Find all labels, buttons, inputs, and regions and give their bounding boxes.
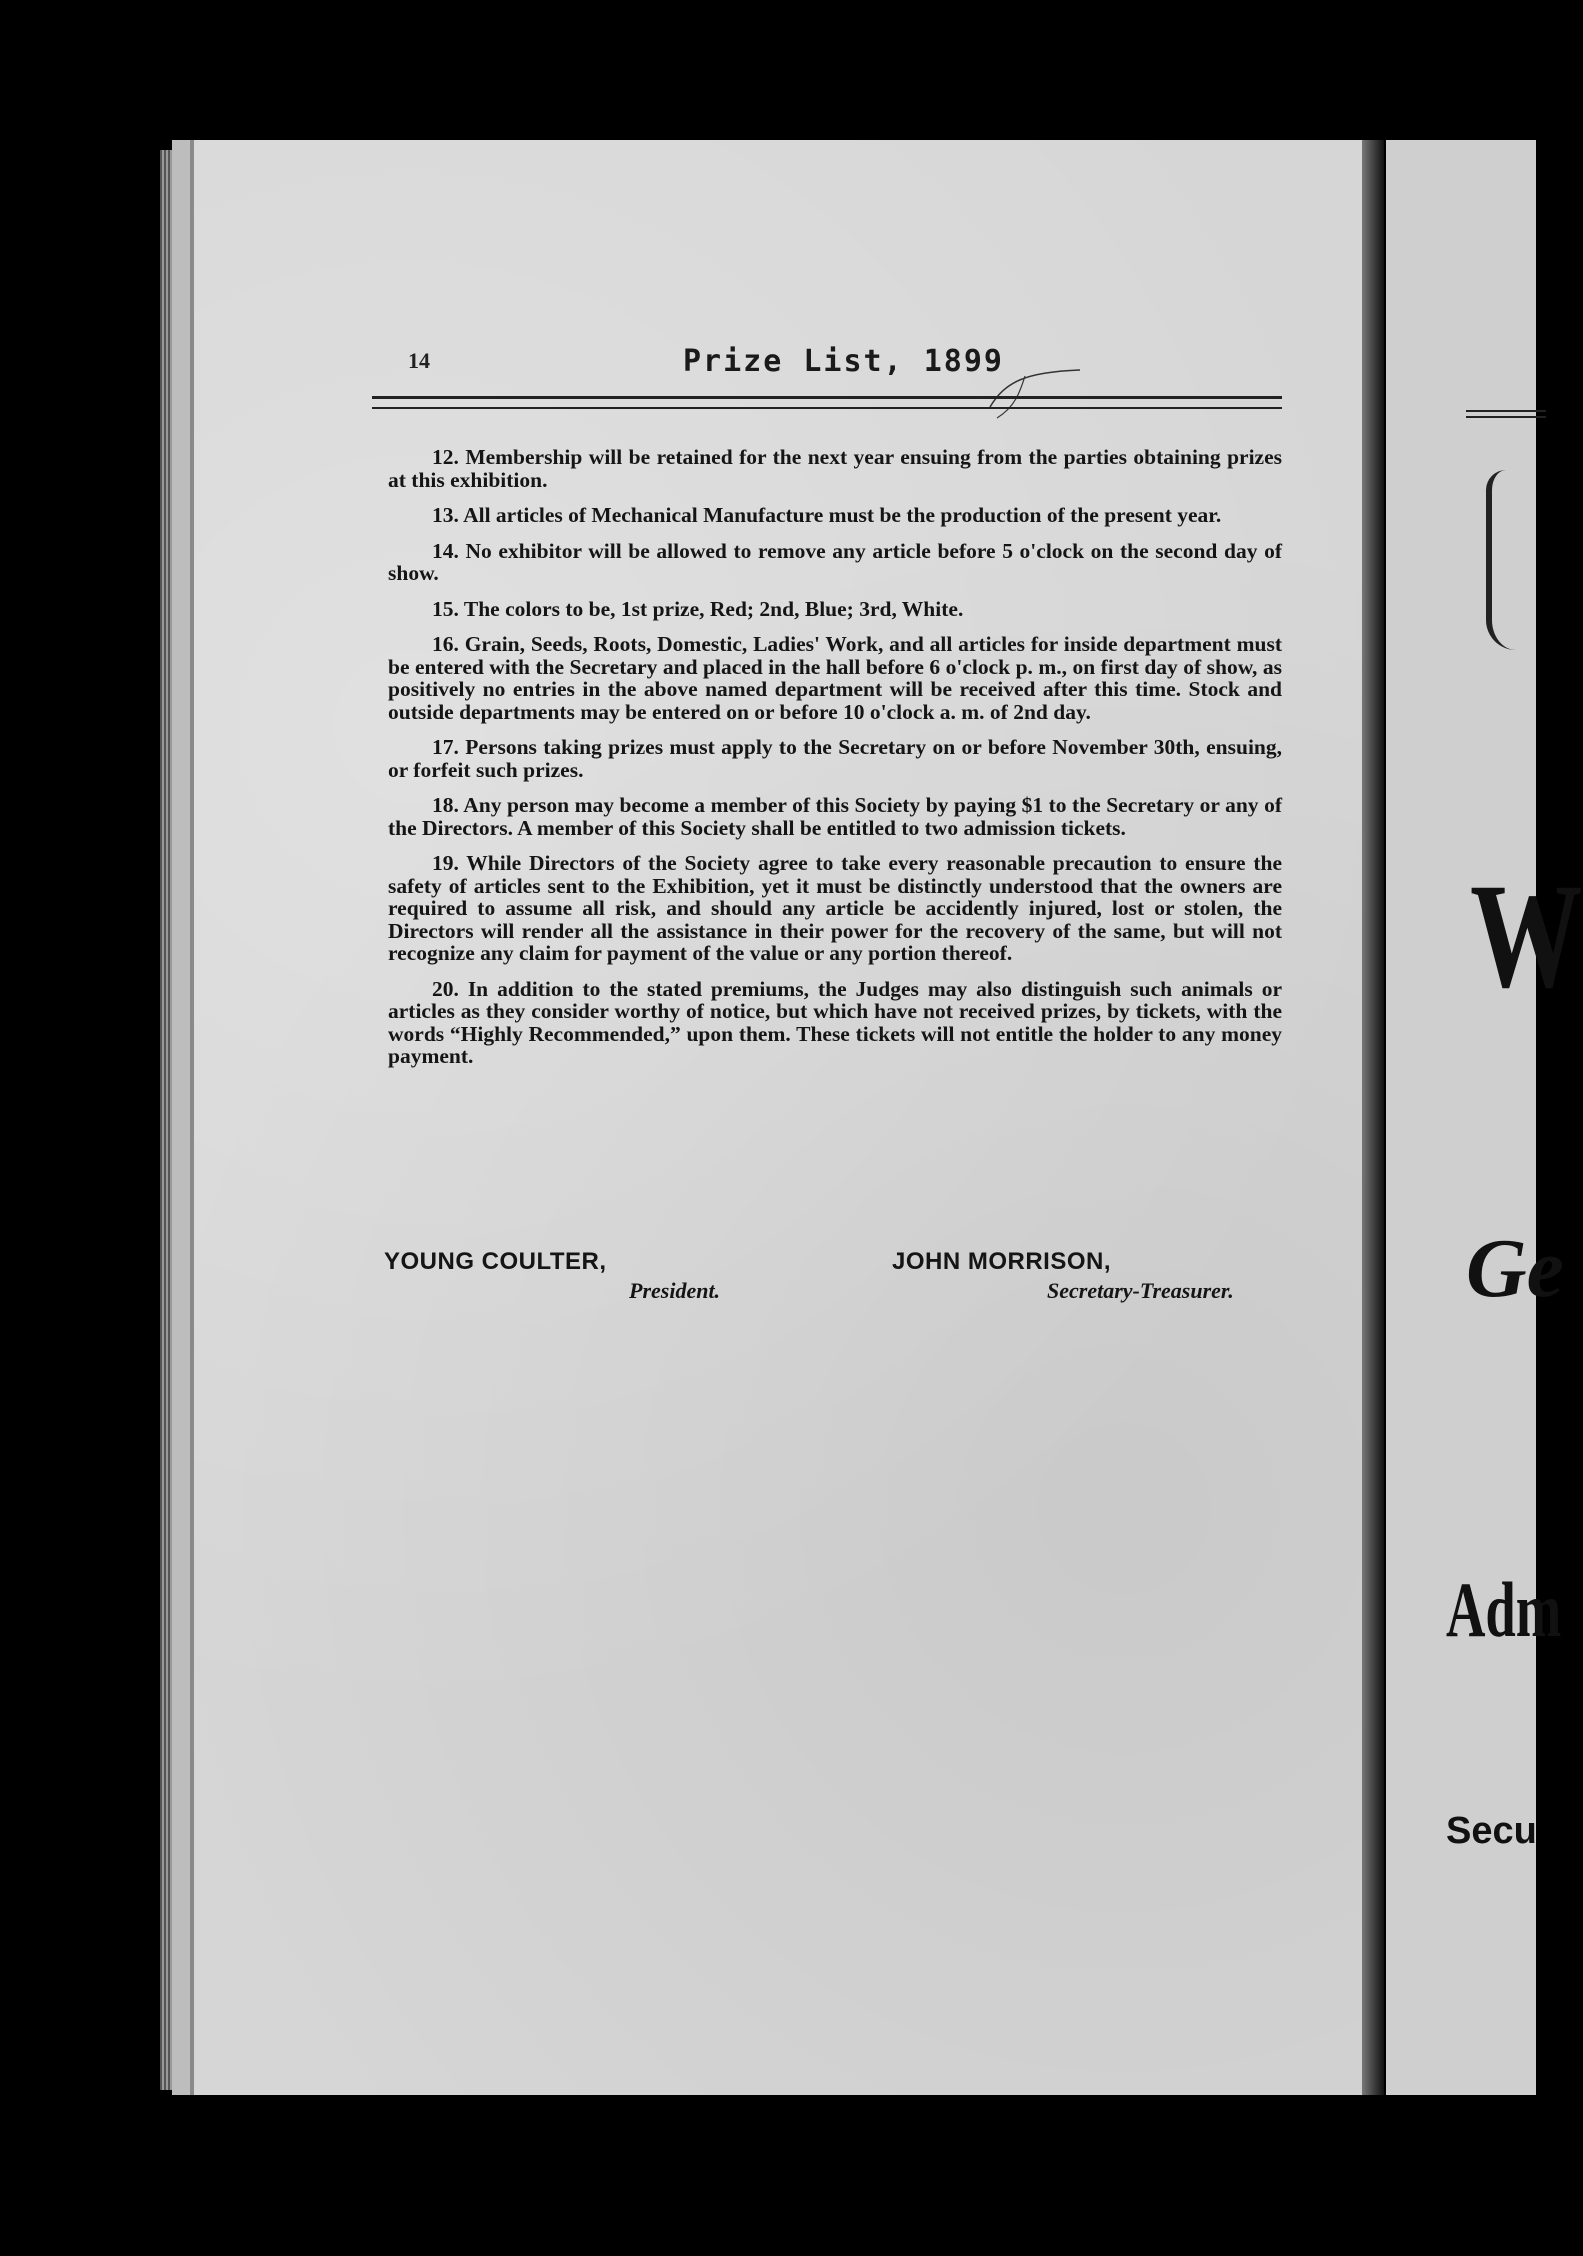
right-page [1386, 140, 1583, 2095]
secretary-title: Secretary-Treasurer. [1047, 1278, 1234, 1303]
rule-18: 18. Any person may become a member of this Society by paying $1 to the Secretary or any of the Directors. A member of this Society shall be entitled to two admission tickets. [388, 793, 1282, 840]
rule-12: 12. Membership will be retained for the next year ensuing from the parties obtaining prizes at this exhibition. [388, 445, 1282, 492]
page-header [408, 344, 1282, 388]
rule-20: 20. In addition to the stated premiums, the Judges may also distinguish such animals or articles as they consider worthy of notice, but which have not received prizes, by tickets, with the words “Highly Recommended,” upon them. These tickets will not entitle the holder to any money payment. [388, 976, 1282, 1068]
rule-13: 13. All articles of Mechanical Manufacture must be the production of the present year. [432, 503, 1222, 527]
header-rule [372, 396, 1282, 409]
right-page-fragment-ge: Ge [1466, 1222, 1564, 1315]
rule-19: 19. While Directors of the Society agree to take every reasonable precaution to ensure the safety of articles sent to the Exhibition, yet it must be distinctly understood that the owners are required to assume all risk, and should any article be accidently injured, lost or stolen, the Directors will render all the assistance in their power for the recovery of the same, but will not recognize any claim for payment of the value or any portion thereof. [388, 851, 1282, 965]
ornament-decoration [1486, 470, 1552, 650]
right-page-fragment-adm: Adm [1446, 1566, 1562, 1653]
left-page [172, 140, 1362, 2095]
rule-16: 16. Grain, Seeds, Roots, Domestic, Ladies' Work, and all articles for inside department must be entered with the Secretary and placed in the hall before 6 o'clock p. m., on first day of show, as positively no entries in the above named department will be received after this time. Stock and outside departments may be entered on or before 10 o'clock a. m. of 2nd day. [388, 632, 1282, 724]
running-title: Prize List, 1899 [683, 344, 1004, 379]
president-name: YOUNG COULTER, [384, 1248, 607, 1275]
secretary-name: JOHN MORRISON, [892, 1248, 1112, 1275]
president-title: President. [629, 1278, 721, 1303]
rule-15: 15. The colors to be, 1st prize, Red; 2nd, Blue; 3rd, White. [432, 596, 964, 621]
book-gutter [1362, 140, 1384, 2095]
right-page-rule [1466, 410, 1546, 418]
signatures [384, 1248, 1284, 1308]
rule-14: 14. No exhibitor will be allowed to remove any article before 5 o'clock on the second day of show. [388, 538, 1282, 585]
pencil-mark-icon [985, 362, 1085, 422]
rule-17: 17. Persons taking prizes must apply to the Secretary on or before November 30th, ensuing, or forfeit such prizes. [388, 735, 1282, 782]
page-number: 14 [408, 348, 430, 373]
right-page-fragment-secu: Secu [1446, 1810, 1537, 1852]
right-page-fragment-w: W [1470, 853, 1583, 1019]
rules-list [388, 446, 1282, 1081]
